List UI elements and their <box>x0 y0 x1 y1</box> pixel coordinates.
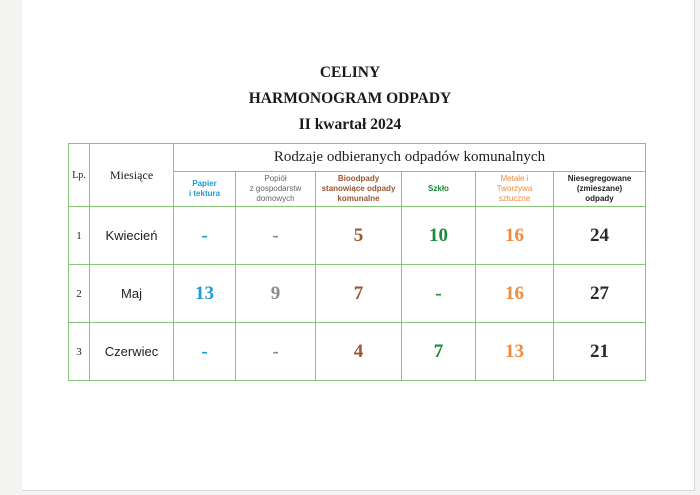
mixed-day: 27 <box>554 265 646 323</box>
paper-day: - <box>174 323 236 381</box>
category-metal-line2: Tworzywa <box>496 184 533 193</box>
bio-day: 4 <box>316 323 402 381</box>
category-paper <box>174 172 236 207</box>
table-row <box>69 265 646 323</box>
category-glass-line1: Szkło <box>428 184 449 193</box>
metal-day: 13 <box>476 323 554 381</box>
mixed-day: 24 <box>554 207 646 265</box>
glass-day: 7 <box>402 323 476 381</box>
category-mixed-line3: odpady <box>585 194 614 203</box>
row-month: Kwiecień <box>90 207 174 265</box>
table-row <box>69 207 646 265</box>
header-months: Miesiące <box>90 144 174 207</box>
category-glass <box>402 172 476 207</box>
category-ash-line3: domowych <box>256 194 295 203</box>
mixed-day: 21 <box>554 323 646 381</box>
category-metal-line1: Metale i <box>500 174 529 183</box>
title-location: CELINY <box>319 64 381 81</box>
category-ash-line2: z gospodarstw <box>249 184 302 193</box>
glass-day: 10 <box>402 207 476 265</box>
paper-day: - <box>174 207 236 265</box>
category-bio-line2: stanowiące odpady <box>321 184 396 193</box>
header-lp: Lp. <box>69 144 90 207</box>
category-metal-line3: sztuczne <box>498 194 531 203</box>
bio-day: 7 <box>316 265 402 323</box>
title-schedule: HARMONOGRAM ODPADY <box>248 90 452 107</box>
schedule-table <box>68 143 646 381</box>
row-number: 2 <box>69 265 90 323</box>
row-number: 1 <box>69 207 90 265</box>
header-waste-types: Rodzaje odbieranych odpadów komunalnych <box>174 144 646 172</box>
category-mixed-line1: Niesegregowane <box>567 174 632 183</box>
bio-day: 5 <box>316 207 402 265</box>
category-paper-line1: Papier <box>192 179 217 188</box>
ash-day: - <box>236 323 316 381</box>
paper-day: 13 <box>174 265 236 323</box>
category-bio-line3: komunalne <box>337 194 380 203</box>
metal-day: 16 <box>476 207 554 265</box>
glass-day: - <box>402 265 476 323</box>
row-month: Maj <box>90 265 174 323</box>
document-title-block <box>0 60 700 138</box>
category-ash <box>236 172 316 207</box>
category-bio <box>316 172 402 207</box>
category-mixed-line2: (zmieszane) <box>576 184 623 193</box>
metal-day: 16 <box>476 265 554 323</box>
row-month: Czerwiec <box>90 323 174 381</box>
category-paper-line2: i tektura <box>188 189 221 198</box>
category-mixed <box>554 172 646 207</box>
category-metal-plastic <box>476 172 554 207</box>
ash-day: 9 <box>236 265 316 323</box>
title-quarter: II kwartał 2024 <box>298 116 402 133</box>
ash-day: - <box>236 207 316 265</box>
category-ash-line1: Popiół <box>264 174 287 183</box>
category-bio-line1: Bioodpady <box>337 174 380 183</box>
table-row <box>69 323 646 381</box>
row-number: 3 <box>69 323 90 381</box>
